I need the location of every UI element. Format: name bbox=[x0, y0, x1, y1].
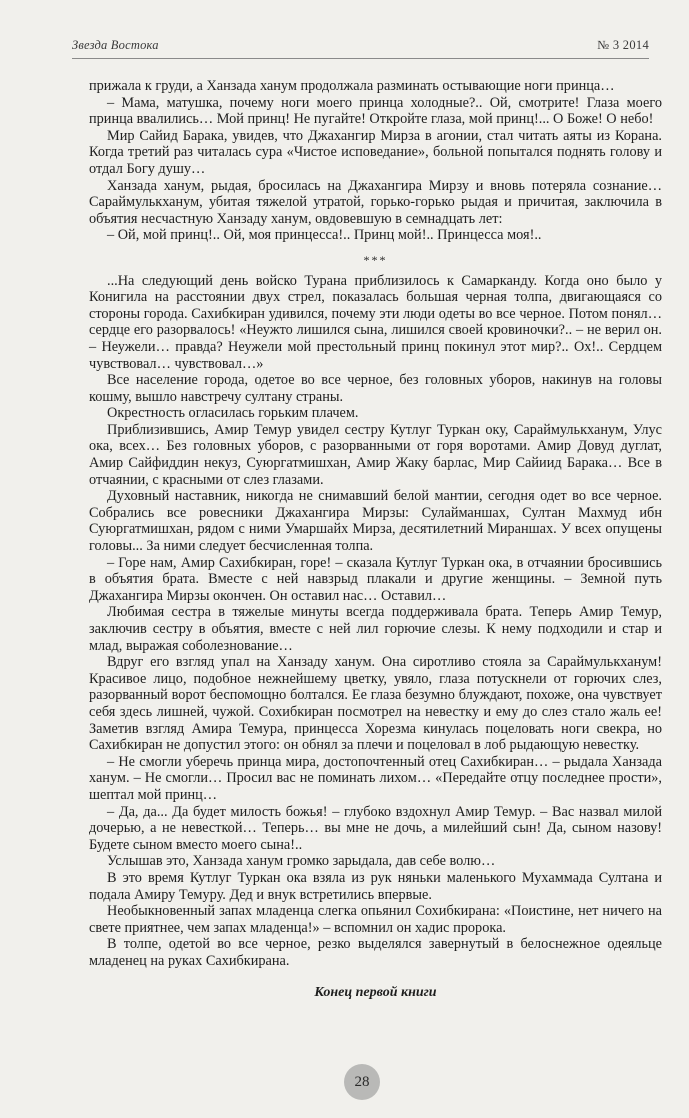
article-body bbox=[89, 78, 662, 1002]
paragraph: Все население города, одетое во все черное, без головных уборов, накинув на головы кошму, вышло навстречу султану страны. bbox=[89, 372, 662, 405]
paragraph: Мир Сайид Барака, увидев, что Джахангир Мирза в агонии, стал читать аяты из Корана. Когда третий раз читалась сура «Чистое исповедание», больной попытался поднять голову и отдал Богу душу… bbox=[89, 127, 662, 177]
paragraph: прижала к груди, а Ханзада ханум продолжала разминать остывающие ноги принца… bbox=[89, 78, 615, 94]
section-divider: *** bbox=[363, 252, 388, 267]
paragraph: Ханзада ханум, рыдая, бросилась на Джахангира Мирзу и вновь потеряла сознание… Сараймулькханум, убитая тяжелой утратой, горько-горько рыдая и причитая, заключила в объятия несчастную Ханзаду ханум, овдовевшую в семнадцать лет: bbox=[89, 177, 662, 227]
paragraph: – Горе нам, Амир Сахибкиран, горе! – сказала Кутлуг Туркан ока, в отчаянии бросившись в объятия брата. Вместе с ней навзрыд плакали и другие женщины. – Земной путь Джахангира Мирзы окончен. Он оставил нас… Оставил… bbox=[89, 554, 662, 604]
paragraph: Приблизившись, Амир Темур увидел сестру Кутлуг Туркан оку, Сараймулькханум, Улус ока, всех… Без головных уборов, с разорванными от горя воротами. Амир Довуд дуглат, Амир Сайфиддин некуз, Суюргатмишхан, Амир Жаку барлас, Мир Сайиид Барака… Все в отчаянии, с красными от слез глазами. bbox=[89, 421, 662, 488]
paragraph: Вдруг его взгляд упал на Ханзаду ханум. Она сиротливо стояла за Сараймулькханум! Красивое лицо, подобное нежнейшему цветку, увяло, глаза потускнели от горючих слез, разорванный ворот беспомощно болтался. Ее глаза безумно блуждают, похоже, она чувствует себя здесь лишней, чужой. Сохибкиран посмотрел на невестку и ему до слез стало жаль ее! Заметив взгляд Амира Темура, принцесса Хорезма кинулась поцеловать ноги свекра, но Сахибкиран не допустил этого: он обнял за плечи и поцеловал в лоб рыдающую невестку. bbox=[89, 654, 662, 754]
page-number-badge: 28 bbox=[344, 1064, 380, 1100]
paragraph: Необыкновенный запах младенца слегка опьянил Сохибкирана: «Поистине, нет ничего на свете приятнее, чем запах младенца!» – вспомнил он хадис пророка. bbox=[89, 903, 662, 936]
paragraph: Окрестность огласилась горьким плачем. bbox=[107, 405, 359, 422]
paragraph: В толпе, одетой во все черное, резко выделялся завернутый в белоснежное одеяльце младенец на руках Сахибкирана. bbox=[89, 936, 662, 969]
journal-title: Звезда Востока bbox=[72, 38, 159, 52]
paragraph: ...На следующий день войско Турана приблизилось к Самарканду. Когда оно было у Конигила на расстоянии двух стрел, показалась большая черная толпа, двигающаяся со стороны города. Сахибкиран удивился, почему эти люди одеты во все черное. Потом понял… сердце его разорвалось! «Неужто лишился сына, лишился своей кровиночки?.. – не верил он. – Неужели… правда? Неужели мой престольный принц покинул этот мир?.. Ох!.. Сердцем чувствовал… чувствовал…» bbox=[89, 272, 662, 372]
paragraph: – Да, да... Да будет милость божья! – глубоко вздохнул Амир Темур. – Вас назвал милой дочерью, а не невесткой… Теперь… вы мне не дочь, а милейший сын! Да, сыном назову! Будете сыном вместо моего сына!.. bbox=[89, 803, 662, 853]
issue-number: № 3 2014 bbox=[597, 38, 649, 52]
running-header bbox=[72, 38, 649, 59]
paragraph: Духовный наставник, никогда не снимавший белой мантии, сегодня одет во все черное. Собрались все ровесники Джахангира Мирзы: Сулайманшах, Султан Махмуд ибн Суюргатмишхан, рядом с ними Умаршайх Мирза, десятилетний Мираншах. У всех опущены головы... За ними следует бесчисленная толпа. bbox=[89, 488, 662, 555]
paragraph: Услышав это, Ханзада ханум громко зарыдала, дав себе волю… bbox=[107, 853, 496, 870]
end-of-book-note: Конец первой книги bbox=[314, 985, 437, 1001]
paragraph: В это время Кутлуг Туркан ока взяла из рук няньки маленького Мухаммада Султана и подала Амиру Темуру. Дед и внук встретились впервые. bbox=[89, 869, 662, 903]
paragraph: Любимая сестра в тяжелые минуты всегда поддерживала брата. Теперь Амир Темур, заключив сестру в объятия, вместе с ней лил горючие слезы. К нему подходили и стар и млад, выражая соболезнование… bbox=[89, 604, 662, 654]
paragraph: – Мама, матушка, почему ноги моего принца холодные?.. Ой, смотрите! Глаза моего принца ввалились… Мой принц! Не пугайте! Откройте глаза, мой принц!... О Боже! О небо! bbox=[89, 94, 662, 128]
paragraph: – Ой, мой принц!.. Ой, моя принцесса!.. Принц мой!.. Принцесса моя!.. bbox=[107, 227, 542, 244]
paragraph: – Не смогли уберечь принца мира, достопочтенный отец Сахибкиран… – рыдала Ханзада ханум. – Не смогли… Просил вас не поминать лихом… «Передайте отцу последнее прости», шептал мой принц… bbox=[89, 753, 662, 803]
